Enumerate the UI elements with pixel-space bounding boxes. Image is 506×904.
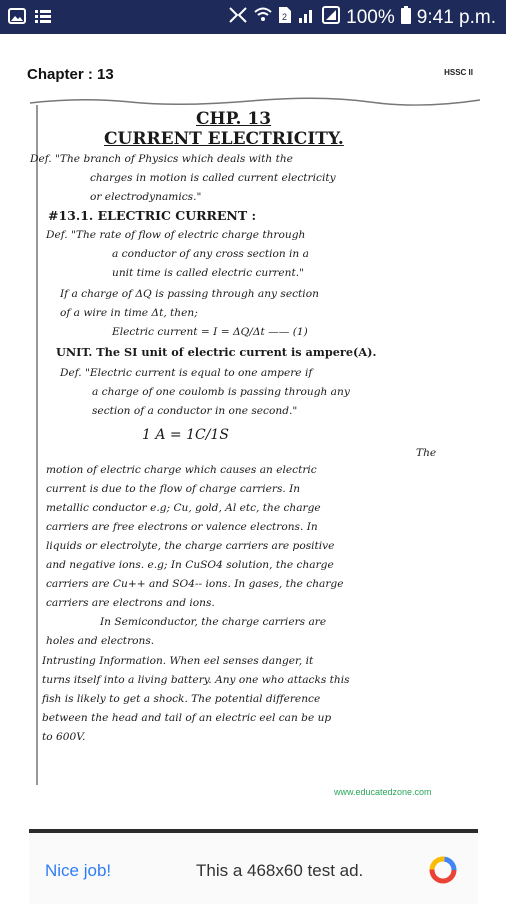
ad-nice-label: Nice job!	[45, 861, 112, 880]
chapter-title: Chapter : 13	[27, 66, 114, 83]
ad-banner[interactable]	[29, 829, 478, 904]
note-line: fish is likely to get a shock. The potential difference	[42, 693, 321, 705]
page-margin	[36, 105, 38, 785]
note-line: Def. "Electric current is equal to one ampere if	[60, 367, 313, 379]
note-line: If a charge of ΔQ is passing through any section	[60, 288, 319, 300]
note-line: Def. "The rate of flow of electric charge through	[46, 229, 306, 241]
signal-icon	[298, 6, 316, 30]
status-bar	[0, 0, 506, 34]
note-line: liquids or electrolyte, the charge carriers are positive	[46, 540, 335, 552]
note-line: current is due to the flow of charge carriers. In	[46, 483, 301, 495]
equation-line: Electric current = I = ΔQ/Δt —— (1)	[112, 326, 308, 338]
list-icon	[34, 7, 52, 30]
note-line: The	[416, 447, 437, 459]
unit-line: UNIT. The SI unit of electric current is ampere(A).	[56, 345, 377, 359]
equation-line: 1 A = 1C/1S	[142, 427, 229, 443]
wifi-icon	[254, 6, 272, 30]
note-line: turns itself into a living battery. Any one who attacks this	[42, 674, 350, 686]
ad-network-logo-icon	[428, 855, 458, 885]
note-line: carriers are Cu++ and SO4-- ions. In gases, the charge	[46, 578, 344, 590]
note-line: metallic conductor e.g; Cu, gold, Al etc, the charge	[46, 502, 321, 514]
notes-heading: CHP. 13	[196, 109, 272, 129]
svg-text:2: 2	[282, 12, 288, 22]
ad-text: This a 468x60 test ad.	[196, 861, 364, 880]
notes-title: CURRENT ELECTRICITY.	[104, 129, 344, 149]
note-line: a conductor of any cross section in a	[112, 248, 309, 260]
battery-percent: 100%	[346, 7, 395, 28]
note-line: to 600V.	[42, 731, 86, 743]
picture-icon	[8, 7, 26, 30]
sim-icon	[278, 6, 292, 30]
note-line: carriers are free electrons or valence electrons. In	[46, 521, 318, 533]
note-line: carriers are electrons and ions.	[46, 597, 215, 609]
note-line: In Semiconductor, the charge carriers are	[100, 616, 327, 628]
section-heading: #13.1. ELECTRIC CURRENT :	[48, 208, 257, 223]
note-line: or electrodynamics."	[90, 191, 202, 203]
note-line: Def. "The branch of Physics which deals with the	[30, 153, 293, 165]
note-line: and negative ions. e.g; In CuSO4 solution, the charge	[46, 559, 334, 571]
note-line: between the head and tail of an electric eel can be up	[42, 712, 332, 724]
nfc-icon	[228, 6, 248, 30]
note-line: holes and electrons.	[46, 635, 155, 647]
note-line: charges in motion is called current electricity	[90, 172, 336, 184]
clock: 9:41 p.m.	[416, 7, 496, 28]
spiral-binding	[20, 95, 486, 107]
class-tag: HSSC II	[444, 68, 473, 77]
note-line: section of a conductor in one second."	[92, 405, 298, 417]
handwritten-notes-page	[20, 95, 486, 807]
note-line: Intrusting Information. When eel senses danger, it	[42, 655, 314, 667]
note-line: unit time is called electric current."	[112, 267, 304, 279]
battery-icon	[401, 6, 411, 30]
watermark: www.educatedzone.com	[334, 787, 432, 797]
note-line: motion of electric charge which causes an electric	[46, 464, 317, 476]
signal-box-icon	[322, 6, 340, 30]
note-line: of a wire in time Δt, then;	[60, 307, 198, 319]
note-line: a charge of one coulomb is passing through any	[92, 386, 350, 398]
